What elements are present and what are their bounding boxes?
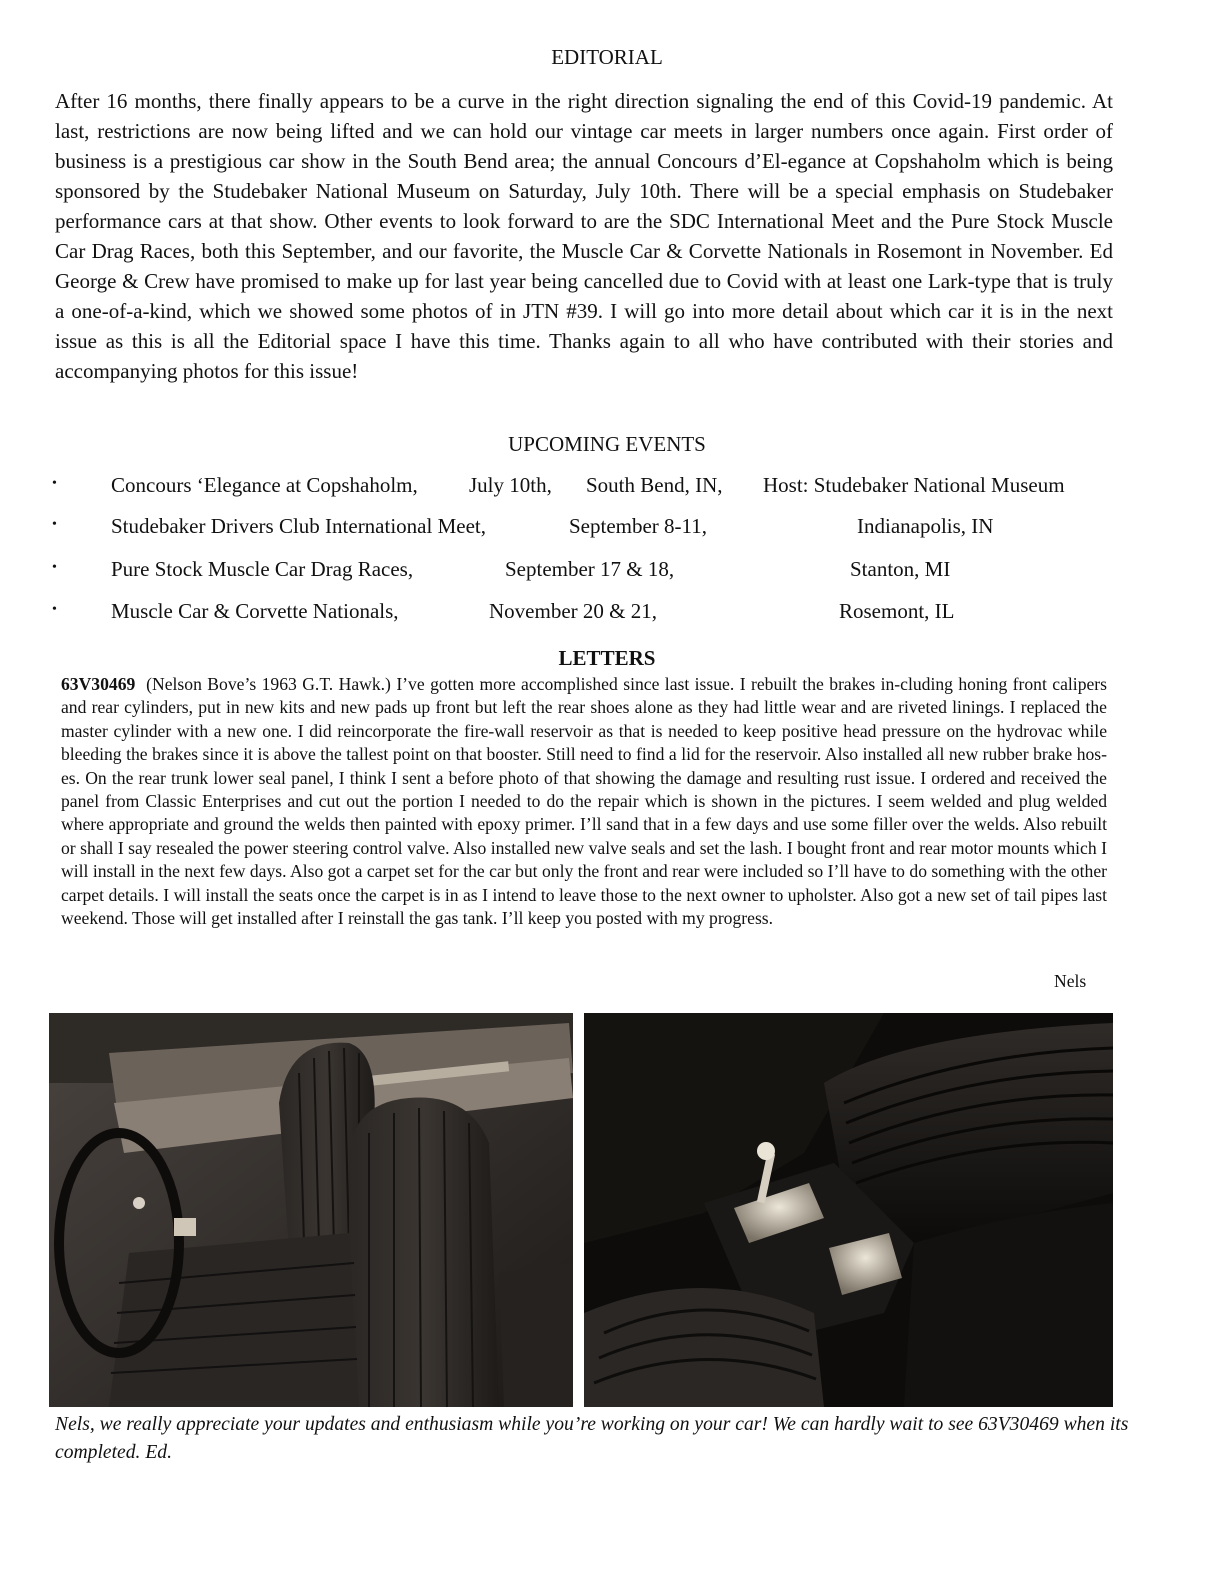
letters-heading: LETTERS xyxy=(558,646,656,670)
letter-vin: 63V30469 xyxy=(61,674,136,694)
letter-body xyxy=(61,673,1107,930)
bullet-icon: • xyxy=(52,517,57,532)
event-name: Pure Stock Muscle Car Drag Races, xyxy=(111,557,414,581)
event-item xyxy=(0,514,1214,544)
interior-seats-photo xyxy=(49,1013,573,1407)
editorial-body: After 16 months, there finally appears to be a curve in the right direction signaling the end of this Covid-19 pandemic. At last, restrictions are now being lifted and we can hold our vintage car meets in larger numbers once again. First order of business is a prestigious car show in the South Bend area; the annual Concours d’El-egance at Copshaholm which is being sponsored by the Studebaker National Museum on Saturday, July 10th. There will be a special emphasis on Studebaker performance cars at that show. Other events to look forward to are the SDC International Meet and the Pure Stock Muscle Car Drag Races, both this September, and our favorite, the Muscle Car & Corvette Nationals in Rosemont in November. Ed George & Crew have promised to make up for last year being cancelled due to Covid with at least one Lark-type that is truly a one-of-a-kind, which we showed some photos of in JTN #39. I will go into more detail about which car it is in the next issue as this is all the Editorial space I have this time. Thanks again to all who have contributed with their stories and accompanying photos for this issue! xyxy=(55,89,1113,383)
event-place: Indianapolis, IN xyxy=(857,514,994,538)
event-name: Muscle Car & Corvette Nationals, xyxy=(111,599,399,623)
event-place: Rosemont, IL xyxy=(839,599,955,623)
editorial-heading: EDITORIAL xyxy=(551,45,663,69)
event-date: July 10th, xyxy=(469,473,552,497)
event-item xyxy=(0,473,1214,503)
letter-signoff: Nels xyxy=(1054,971,1087,991)
event-date: November 20 & 21, xyxy=(489,599,657,623)
bullet-icon: • xyxy=(52,602,57,617)
console-shifter-photo xyxy=(584,1013,1113,1407)
bullet-icon: • xyxy=(52,560,57,575)
event-name: Concours ‘Elegance at Copshaholm, xyxy=(111,473,418,497)
event-date: September 17 & 18, xyxy=(505,557,675,581)
event-item xyxy=(0,557,1214,587)
photo-caption: Nels, we really appreciate your updates and enthusiasm while you’re working on your car! We can hardly wait to see 63V30469 when its completed. Ed. xyxy=(55,1414,1129,1463)
event-date: September 8-11, xyxy=(569,514,708,538)
event-host: Host: Studebaker National Museum xyxy=(763,473,1065,497)
event-place: Stanton, MI xyxy=(850,557,951,581)
event-item xyxy=(0,599,1214,629)
letter-text: (Nelson Bove’s 1963 G.T. Hawk.) I’ve gotten more accomplished since last issue. I rebuilt the brakes in-cluding honing front calipers and rear cylinders, put in new kits and new pads up front but left the rear shoes alone as they had little wear and are riveted linings. I replaced the master cylinder with a new one. I did reincorporate the fire-wall reservoir as that is needed to keep positive head pressure on the hydrovac while bleeding the brakes since it is above the tallest point on that booster. Still need to find a lid for the reservoir. Also installed all new rubber brake hos-es. On the rear trunk lower seal panel, I think I sent a before photo of that showing the damage and resulting rust issue. I ordered and received the panel from Classic Enterprises and cut out the portion I needed to do the repair which is shown in the pictures. I seem welded and plug welded where appropriate and ground the welds then painted with epoxy primer. I’ll sand that in a few days and use some filler over the welds. Also rebuilt or shall I say resealed the power steering control valve. Also installed new valve seals and set the lash. I bought front and rear motor mounts which I will install in the next few days. Also got a carpet set for the car but only the front and rear were included so I’ll have to do something with the other carpet details. I will install the seats once the carpet is in as I intend to leave those to the next owner to upholster. Also got a new set of tail pipes last weekend. Those will get installed after I reinstall the gas tank. I’ll keep you posted with my progress. xyxy=(61,674,1108,929)
bullet-icon: • xyxy=(52,476,57,491)
event-name: Studebaker Drivers Club International Meet, xyxy=(111,514,486,538)
upcoming-events-heading: UPCOMING EVENTS xyxy=(508,432,706,456)
event-place: South Bend, IN, xyxy=(586,473,723,497)
